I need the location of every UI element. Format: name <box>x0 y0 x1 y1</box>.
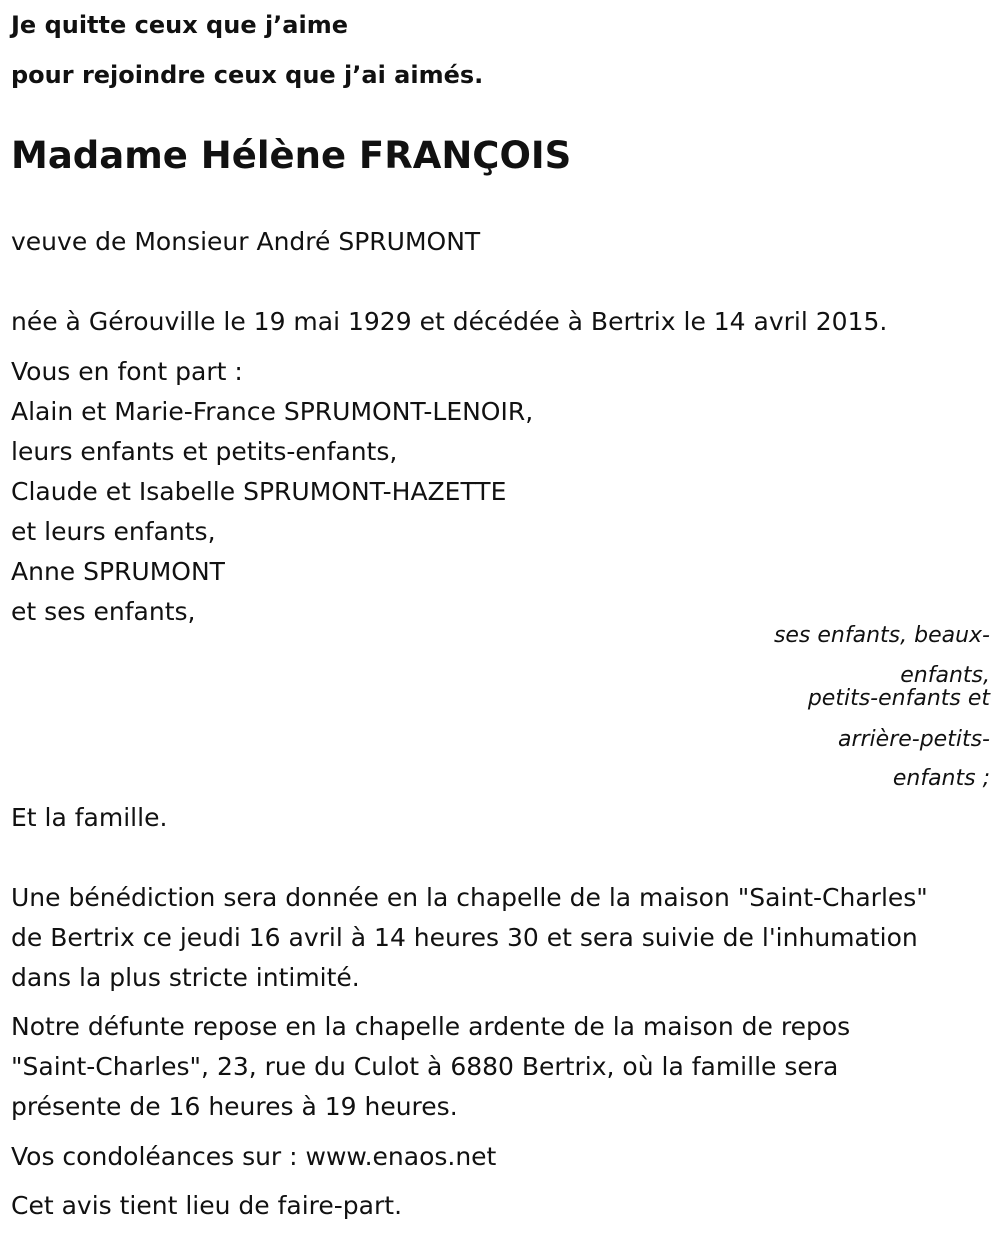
deceased-name: Madame Hélène FRANÇOIS <box>11 134 572 177</box>
spouse-line: veuve de Monsieur André SPRUMONT <box>11 227 481 256</box>
ceremony-line: Une bénédiction sera donnée en la chapelle de la maison "Saint-Charles" <box>11 883 928 912</box>
descendants-line: ses enfants, beaux- <box>773 623 990 648</box>
family-closing: Et la famille. <box>11 803 168 832</box>
descendants-line: arrière-petits- <box>837 727 990 752</box>
family-line: Claude et Isabelle SPRUMONT-HAZETTE <box>11 477 507 506</box>
notice-line: Cet avis tient lieu de faire-part. <box>11 1191 403 1220</box>
family-line: Alain et Marie-France SPRUMONT-LENOIR, <box>11 397 534 426</box>
family-line: Anne SPRUMONT <box>11 557 225 586</box>
family-line: et ses enfants, <box>11 597 196 626</box>
family-line: leurs enfants et petits-enfants, <box>11 437 398 466</box>
epigraph-line-1: Je quitte ceux que j’aime <box>11 11 349 39</box>
descendants-line: enfants, <box>900 663 990 688</box>
condolences-line: Vos condoléances sur : www.enaos.net <box>11 1142 497 1171</box>
family-intro: Vous en font part : <box>11 357 243 386</box>
visitation-line: "Saint-Charles", 23, rue du Culot à 6880 Bertrix, où la famille sera <box>11 1052 839 1081</box>
visitation-line: Notre défunte repose en la chapelle ardente de la maison de repos <box>11 1012 851 1041</box>
epigraph-line-2: pour rejoindre ceux que j’ai aimés. <box>11 61 484 89</box>
descendants-line: enfants ; <box>892 766 990 791</box>
ceremony-line: de Bertrix ce jeudi 16 avril à 14 heures 30 et sera suivie de l'inhumation <box>11 923 918 952</box>
visitation-line: présente de 16 heures à 19 heures. <box>11 1092 458 1121</box>
ceremony-line: dans la plus stricte intimité. <box>11 963 360 992</box>
birth-death-dates: née à Gérouville le 19 mai 1929 et décédée à Bertrix le 14 avril 2015. <box>11 307 888 336</box>
family-line: et leurs enfants, <box>11 517 216 546</box>
descendants-line: petits-enfants et <box>807 686 990 711</box>
